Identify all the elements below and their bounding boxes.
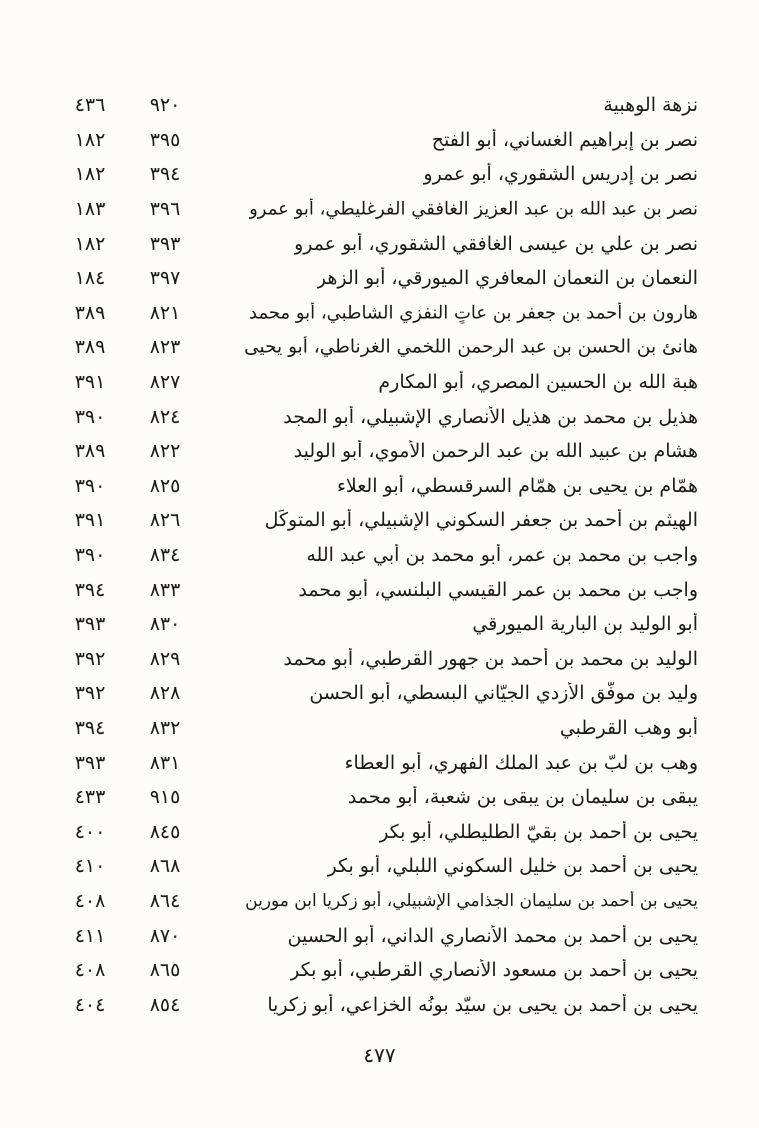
entry-name: يبقى بن سليمان بن يبقى بن شعبة، أبو محمد — [347, 786, 698, 809]
entry-name: نصر بن إبراهيم الغساني، أبو الفتح — [431, 128, 698, 151]
entry-name: وهب بن لبّ بن عبد الملك الفهري، أبو العطاء — [344, 751, 698, 774]
index-entry — [60, 192, 698, 227]
entry-name: وليد بن موفَّق الأزدي الجيّاني البسطي، أبو الحسن — [309, 682, 698, 705]
index-entry — [60, 849, 698, 884]
index-entry — [60, 607, 698, 642]
index-entry — [60, 745, 698, 780]
entry-page-ref: ٤٠٨ — [74, 889, 106, 912]
index-entry — [60, 123, 698, 158]
index-entry — [60, 642, 698, 677]
entry-page-ref: ٣٩٢ — [74, 647, 106, 670]
index-entry — [60, 676, 698, 711]
entry-number: ٨٦٤ — [149, 889, 181, 912]
index-entry — [60, 261, 698, 296]
index-entry — [60, 572, 698, 607]
index-entry — [60, 918, 698, 953]
entry-name: نزهة الوهبية — [603, 94, 698, 117]
entry-number: ٣٩٤ — [149, 163, 181, 186]
index-entry — [60, 434, 698, 469]
entry-name: واجب بن محمد بن عمر القيسي البلنسي، أبو محمد — [298, 578, 698, 601]
entry-number: ٨٣٤ — [149, 544, 181, 567]
entry-name: النعمان بن النعمان المعافري الميورقي، أبو الزهر — [316, 267, 698, 290]
entry-name: واجب بن محمد بن عمر، أبو محمد بن أبي عبد الله — [306, 544, 698, 567]
entry-name: نصر بن إدريس الشقوري، أبو عمرو — [423, 163, 698, 186]
index-entry — [60, 884, 698, 919]
entry-number: ٨٣٢ — [149, 716, 181, 739]
index-entry — [60, 538, 698, 573]
entry-number: ٨٢٣ — [149, 336, 181, 359]
entry-page-ref: ٣٨٩ — [74, 336, 106, 359]
entry-page-ref: ٣٩١ — [74, 509, 106, 532]
index-entry — [60, 503, 698, 538]
name-index-list — [60, 88, 698, 1022]
entry-number: ٩٢٠ — [149, 94, 181, 117]
entry-number: ٣٩٧ — [149, 267, 181, 290]
entry-number: ٨٦٨ — [149, 855, 181, 878]
entry-number: ٨٤٥ — [149, 820, 181, 843]
index-entry — [60, 330, 698, 365]
entry-name: يحيى بن أحمد بن يحيى بن سيّد بونُه الخزاعي، أبو زكريا — [267, 993, 698, 1016]
entry-page-ref: ١٨٢ — [74, 232, 106, 255]
entry-page-ref: ٤٠٠ — [74, 820, 106, 843]
entry-page-ref: ٣٩٠ — [74, 405, 106, 428]
entry-number: ٨٢٦ — [149, 509, 181, 532]
entry-page-ref: ٣٩١ — [74, 371, 106, 394]
entry-number: ٣٩٣ — [149, 232, 181, 255]
entry-number: ٨٢٩ — [149, 647, 181, 670]
entry-page-ref: ٤٣٣ — [74, 786, 106, 809]
entry-number: ٨٣٠ — [149, 613, 181, 636]
entry-page-ref: ٤١٠ — [74, 855, 106, 878]
entry-number: ٨٣٣ — [149, 578, 181, 601]
entry-name: يحيى بن أحمد بن بقيّ الطليطلي، أبو بكر — [379, 820, 698, 843]
entry-page-ref: ١٨٢ — [74, 163, 106, 186]
entry-page-ref: ٤٠٨ — [74, 959, 106, 982]
entry-name: يحيى بن أحمد بن مسعود الأنصاري القرطبي، أبو بكر — [290, 959, 698, 982]
entry-name: أبو وهب القرطبي — [559, 716, 698, 739]
entry-number: ٨٣١ — [149, 751, 181, 774]
entry-page-ref: ٣٩٣ — [74, 751, 106, 774]
entry-name: أبو الوليد بن البارية الميورقي — [472, 613, 698, 636]
entry-name: هبة الله بن الحسين المصري، أبو المكارم — [378, 371, 698, 394]
entry-number: ٣٩٥ — [149, 128, 181, 151]
entry-name: الهيثم بن أحمد بن جعفر السكوني الإشبيلي، أبو المتوكِّل — [264, 509, 698, 532]
entry-page-ref: ٤٣٦ — [74, 94, 106, 117]
index-entry — [60, 88, 698, 123]
entry-name: نصر بن عبد الله بن عبد العزيز الغافقي الفرغليطي، أبو عمرو — [249, 198, 698, 220]
entry-page-ref: ١٨٤ — [74, 267, 106, 290]
entry-page-ref: ٤٠٤ — [74, 993, 106, 1016]
index-entry — [60, 399, 698, 434]
entry-name: يحيى بن أحمد بن سليمان الجذامي الإشبيلي، أبو زكريا ابن مورين — [245, 890, 698, 911]
index-entry — [60, 469, 698, 504]
entry-name: يحيى بن أحمد بن خليل السكوني اللبلي، أبو بكر — [327, 855, 698, 878]
entry-number: ٨٧٠ — [149, 924, 181, 947]
entry-number: ٨٢١ — [149, 301, 181, 324]
entry-number: ٨٥٤ — [149, 993, 181, 1016]
entry-name: هذيل بن محمد بن هذيل الأنصاري الإشبيلي، أبو المجد — [283, 405, 698, 428]
index-entry — [60, 711, 698, 746]
entry-number: ٣٩٦ — [149, 198, 181, 221]
entry-number: ٨٦٥ — [149, 959, 181, 982]
index-entry — [60, 157, 698, 192]
entry-name: يحيى بن أحمد بن محمد الأنصاري الداني، أبو الحسين — [287, 924, 698, 947]
entry-number: ٨٢٤ — [149, 405, 181, 428]
entry-page-ref: ١٨٢ — [74, 128, 106, 151]
entry-page-ref: ٣٩٤ — [74, 578, 106, 601]
index-entry — [60, 814, 698, 849]
entry-page-ref: ١٨٣ — [74, 198, 106, 221]
entry-number: ٨٢٧ — [149, 371, 181, 394]
index-entry — [60, 780, 698, 815]
entry-number: ٩١٥ — [149, 786, 181, 809]
index-entry — [60, 987, 698, 1022]
index-entry — [60, 365, 698, 400]
entry-page-ref: ٣٩٢ — [74, 682, 106, 705]
entry-name: همّام بن يحيى بن همّام السرقسطي، أبو العلاء — [337, 474, 698, 497]
entry-page-ref: ٣٨٩ — [74, 440, 106, 463]
entry-number: ٨٢٨ — [149, 682, 181, 705]
index-entry — [60, 953, 698, 988]
index-entry — [60, 296, 698, 331]
entry-page-ref: ٣٨٩ — [74, 301, 106, 324]
entry-name: هشام بن عبيد الله بن عبد الرحمن الأموي، أبو الوليد — [293, 440, 698, 463]
entry-name: هارون بن أحمد بن جعفر بن عاتٍ النفزي الشاطبي، أبو محمد — [249, 302, 698, 324]
entry-page-ref: ٣٩٠ — [74, 474, 106, 497]
index-entry — [60, 226, 698, 261]
entry-page-ref: ٣٩٠ — [74, 544, 106, 567]
entry-page-ref: ٤١١ — [74, 924, 106, 947]
entry-number: ٨٢٢ — [149, 440, 181, 463]
entry-name: الوليد بن محمد بن أحمد بن جهور القرطبي، أبو محمد — [283, 647, 698, 670]
entry-page-ref: ٣٩٤ — [74, 716, 106, 739]
entry-number: ٨٢٥ — [149, 474, 181, 497]
entry-name: نصر بن علي بن عيسى الغافقي الشقوري، أبو عمرو — [294, 232, 698, 255]
entry-page-ref: ٣٩٣ — [74, 613, 106, 636]
page-number: ٤٧٧ — [363, 1043, 396, 1067]
entry-name: هانئ بن الحسن بن عبد الرحمن اللخمي الغرناطي، أبو يحيى — [244, 336, 698, 358]
